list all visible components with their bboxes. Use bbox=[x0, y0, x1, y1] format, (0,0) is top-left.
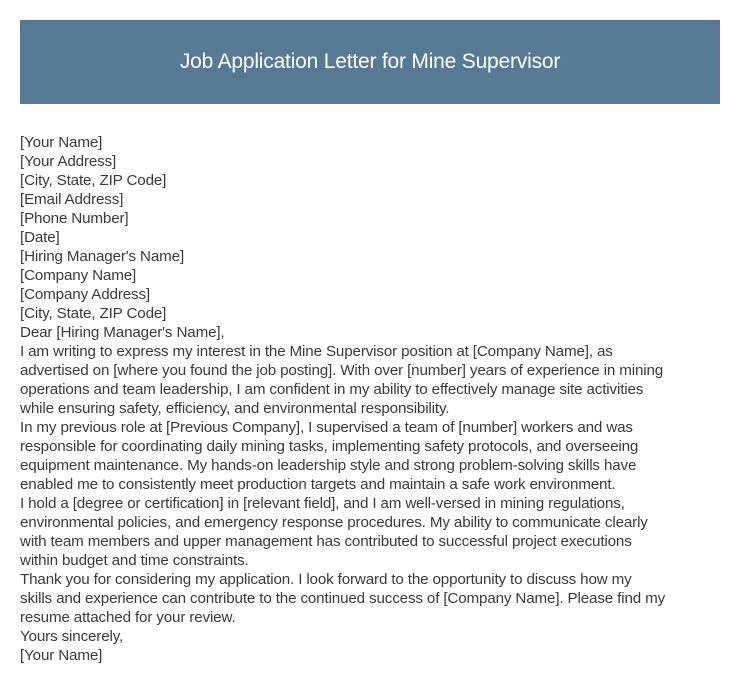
paragraph-line: I hold a [degree or certification] in [relevant field], and I am well-versed in mining regulations, bbox=[20, 495, 625, 512]
letter-date: [Date] bbox=[20, 229, 60, 246]
closing: Yours sincerely, bbox=[20, 628, 124, 645]
paragraph-line: environmental policies, and emergency response procedures. My ability to communicate clearly bbox=[20, 514, 648, 531]
paragraph-intro bbox=[20, 342, 730, 418]
paragraph-experience bbox=[20, 418, 730, 494]
paragraph-line: advertised on [where you found the job posting]. With over [number] years of experience in mining bbox=[20, 362, 664, 379]
recipient-city-state-zip: [City, State, ZIP Code] bbox=[20, 305, 167, 322]
paragraph-line: I am writing to express my interest in the Mine Supervisor position at [Company Name], as bbox=[20, 343, 613, 360]
letter-body bbox=[20, 133, 730, 665]
paragraph-line: Thank you for considering my application. I look forward to the opportunity to discuss how my bbox=[20, 571, 632, 588]
paragraph-line: resume attached for your review. bbox=[20, 609, 236, 626]
sender-name: [Your Name] bbox=[20, 134, 103, 151]
paragraph-line: In my previous role at [Previous Company], I supervised a team of [number] workers and was bbox=[20, 419, 633, 436]
page-header bbox=[20, 20, 720, 104]
paragraph-line: while ensuring safety, efficiency, and environmental responsibility. bbox=[20, 400, 450, 417]
salutation: Dear [Hiring Manager's Name], bbox=[20, 324, 225, 341]
paragraph-line: enabled me to consistently meet production targets and maintain a safe work environment. bbox=[20, 476, 616, 493]
paragraph-qualifications bbox=[20, 494, 730, 570]
paragraph-line: equipment maintenance. My hands-on leadership style and strong problem-solving skills have bbox=[20, 457, 637, 474]
paragraph-line: operations and team leadership, I am confident in my ability to effectively manage site activities bbox=[20, 381, 644, 398]
sender-city-state-zip: [City, State, ZIP Code] bbox=[20, 172, 167, 189]
paragraph-line: skills and experience can contribute to the continued success of [Company Name]. Please find my bbox=[20, 590, 666, 607]
sender-phone: [Phone Number] bbox=[20, 210, 129, 227]
paragraph-line: within budget and time constraints. bbox=[20, 552, 249, 569]
page-title: Job Application Letter for Mine Supervisor bbox=[179, 50, 561, 73]
paragraph-line: responsible for coordinating daily mining tasks, implementing safety protocols, and overseeing bbox=[20, 438, 639, 455]
recipient-hiring-manager: [Hiring Manager's Name] bbox=[20, 248, 185, 265]
paragraph-line: with team members and upper management has contributed to successful project executions bbox=[20, 533, 632, 550]
signature: [Your Name] bbox=[20, 647, 103, 664]
paragraph-closing bbox=[20, 570, 730, 627]
sender-email: [Email Address] bbox=[20, 191, 124, 208]
recipient-company-name: [Company Name] bbox=[20, 267, 137, 284]
sender-address: [Your Address] bbox=[20, 153, 117, 170]
recipient-company-address: [Company Address] bbox=[20, 286, 150, 303]
